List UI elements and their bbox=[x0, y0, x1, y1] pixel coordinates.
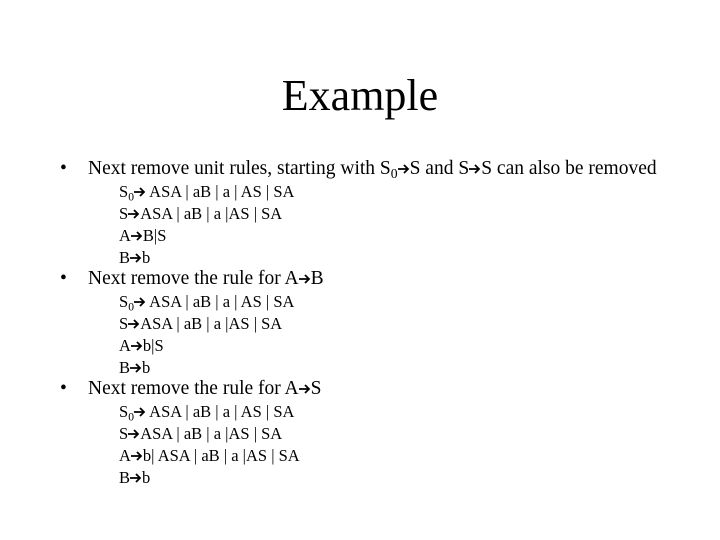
bullet-2-text-b: B bbox=[310, 268, 324, 289]
bullet-1-subscript: 0 bbox=[390, 166, 398, 182]
rule-lhs: B bbox=[119, 358, 131, 377]
bullet-dot: • bbox=[60, 268, 67, 289]
rule-rhs: ASA | aB | a | AS | SA bbox=[145, 182, 295, 201]
right-arrow-icon bbox=[131, 230, 143, 242]
rule-rhs: B|S bbox=[142, 226, 167, 245]
rule-lhs: S bbox=[119, 204, 129, 223]
rule-line bbox=[119, 357, 150, 379]
bullet-dot: • bbox=[60, 378, 67, 399]
rule-lhs: A bbox=[119, 226, 131, 245]
rule-rhs: ASA | aB | a |AS | SA bbox=[140, 314, 283, 333]
right-arrow-icon bbox=[134, 406, 146, 418]
rule-rhs: ASA | aB | a | AS | SA bbox=[145, 292, 295, 311]
right-arrow-icon bbox=[299, 383, 311, 395]
right-arrow-icon bbox=[128, 318, 140, 330]
bullet-3 bbox=[60, 377, 322, 401]
rule-subscript: 0 bbox=[128, 191, 134, 204]
rule-rhs: ASA | aB | a |AS | SA bbox=[140, 204, 283, 223]
right-arrow-icon bbox=[130, 472, 142, 484]
rule-lhs: B bbox=[119, 468, 131, 487]
rule-line bbox=[119, 203, 282, 225]
rule-rhs: b bbox=[142, 468, 151, 487]
rule-line bbox=[119, 225, 166, 247]
bullet-1-text-a: Next remove unit rules, starting with S bbox=[88, 158, 391, 179]
rule-rhs: ASA | aB | a | AS | SA bbox=[145, 402, 295, 421]
rule-lhs: S bbox=[119, 314, 129, 333]
rule-rhs: b bbox=[142, 358, 151, 377]
right-arrow-icon bbox=[134, 296, 146, 308]
bullet-1 bbox=[60, 157, 657, 181]
bullet-1-text-b: S and S bbox=[409, 158, 470, 179]
right-arrow-icon bbox=[398, 163, 410, 175]
right-arrow-icon bbox=[134, 186, 146, 198]
rule-line bbox=[119, 181, 294, 203]
right-arrow-icon bbox=[299, 273, 311, 285]
right-arrow-icon bbox=[469, 163, 481, 175]
rule-lhs: B bbox=[119, 248, 131, 267]
rule-rhs: b bbox=[142, 248, 151, 267]
rule-line bbox=[119, 401, 294, 423]
bullet-1-text-c: S can also be removed bbox=[481, 158, 657, 179]
bullet-2-text-a: Next remove the rule for A bbox=[88, 268, 299, 289]
rule-rhs: b| ASA | aB | a |AS | SA bbox=[142, 446, 300, 465]
right-arrow-icon bbox=[131, 340, 143, 352]
rule-line bbox=[119, 313, 282, 335]
rule-rhs: ASA | aB | a |AS | SA bbox=[140, 424, 283, 443]
rule-line bbox=[119, 423, 282, 445]
bullet-2 bbox=[60, 267, 324, 291]
rule-lhs: S bbox=[119, 292, 129, 311]
bullet-3-text-b: S bbox=[310, 378, 322, 399]
rule-lhs: A bbox=[119, 336, 131, 355]
rule-line bbox=[119, 247, 150, 269]
rule-line bbox=[119, 467, 150, 489]
right-arrow-icon bbox=[131, 450, 143, 462]
bullet-dot: • bbox=[60, 158, 67, 179]
rule-lhs: S bbox=[119, 402, 129, 421]
rule-lhs: A bbox=[119, 446, 131, 465]
rule-lhs: S bbox=[119, 424, 129, 443]
right-arrow-icon bbox=[130, 362, 142, 374]
rule-subscript: 0 bbox=[128, 301, 134, 314]
rule-line bbox=[119, 445, 300, 467]
rule-line bbox=[119, 291, 294, 313]
right-arrow-icon bbox=[128, 428, 140, 440]
rule-line bbox=[119, 335, 164, 357]
bullet-3-text-a: Next remove the rule for A bbox=[88, 378, 299, 399]
rule-lhs: S bbox=[119, 182, 129, 201]
rule-rhs: b|S bbox=[142, 336, 164, 355]
slide-title: Example bbox=[281, 71, 439, 120]
right-arrow-icon bbox=[128, 208, 140, 220]
right-arrow-icon bbox=[130, 252, 142, 264]
rule-subscript: 0 bbox=[128, 411, 134, 424]
